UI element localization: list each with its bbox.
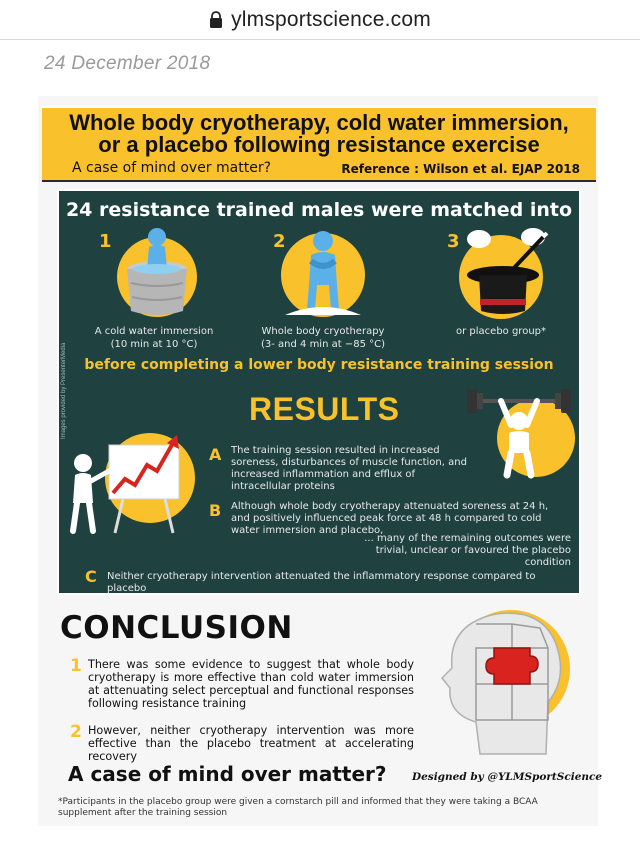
conclusion-2-number: 2: [70, 722, 82, 742]
weightlifter-icon: [463, 387, 575, 479]
group-1-caption-line-1: A cold water immersion: [94, 326, 214, 337]
tagline: A case of mind over matter?: [68, 762, 387, 786]
group-2-caption-line-2: (3- and 4 min at −85 °C): [260, 339, 385, 350]
group-2-number: 2: [273, 231, 286, 252]
study-panel: [57, 189, 581, 595]
result-b-letter: B: [209, 501, 222, 520]
conclusion-1-text: There was some evidence to suggest that whole body cryotherapy is more effective than cold water immersion at attenuating select perceptual and functional responses following resistance training: [88, 658, 414, 710]
result-c-text: Neither cryotherapy intervention attenuated the inflammatory response compared to placebo: [107, 571, 536, 594]
reference: Reference : Wilson et al. EJAP 2018: [341, 162, 580, 176]
result-a-letter: A: [209, 445, 222, 464]
image-credit: Images provided by PresenterMedia: [61, 342, 67, 439]
result-c-letter: C: [85, 567, 97, 586]
designed-by: Designed by @YLMSportScience: [412, 771, 603, 783]
post-date: 24 December 2018: [44, 53, 211, 74]
title-line-1: Whole body cryotherapy, cold water immersion,: [69, 110, 569, 135]
before-session-text: before completing a lower body resistance training session: [84, 357, 554, 373]
conclusion-2-text: However, neither cryotherapy intervention was more effective than the placebo treatment at accelerating recovery: [88, 724, 414, 763]
group-1-number: 1: [99, 231, 112, 252]
conclusion-title: CONCLUSION: [60, 610, 293, 646]
footnote: *Participants in the placebo group were given a cornstarch pill and informed that they were taking a BCAA supplement after the training session: [58, 797, 538, 818]
conclusion-1-number: 1: [70, 656, 82, 676]
cold-water-tub-icon: [121, 223, 193, 319]
group-1-caption-line-2: (10 min at 10 °C): [110, 339, 198, 350]
magic-hat-icon: [457, 223, 557, 319]
panel-title: 24 resistance trained males were matched into: [65, 199, 573, 221]
subtitle: A case of mind over matter?: [72, 160, 272, 176]
address-bar[interactable]: [0, 0, 640, 40]
lock-icon: [209, 11, 223, 28]
result-b-text: Although whole body cryotherapy attenuated soreness at 24 h, and positively influenced peak force at 48 h compared to cold water immersion and placebo,: [231, 501, 549, 536]
infographic-header: [42, 106, 596, 180]
title-line-2: or a placebo following resistance exercise: [98, 132, 540, 157]
group-2-caption-line-1: Whole body cryotherapy: [261, 326, 385, 337]
group-3-number: 3: [447, 231, 460, 252]
results-title: RESULTS: [249, 391, 400, 427]
result-a-text: The training session resulted in increased soreness, disturbances of muscle function, and increased inflammation and efflux of intracellular proteins: [231, 445, 467, 492]
url-text: ylmsportscience.com: [231, 7, 431, 31]
puzzle-head-icon: [430, 604, 590, 764]
result-b-text-continued: ... many of the remaining outcomes were trivial, unclear or favoured the placebo condition: [364, 533, 571, 568]
header-divider: [42, 180, 596, 182]
group-3-caption: or placebo group*: [456, 326, 546, 337]
cryotherapy-figure-icon: [285, 227, 361, 319]
rising-chart-presenter-icon: [63, 419, 213, 537]
